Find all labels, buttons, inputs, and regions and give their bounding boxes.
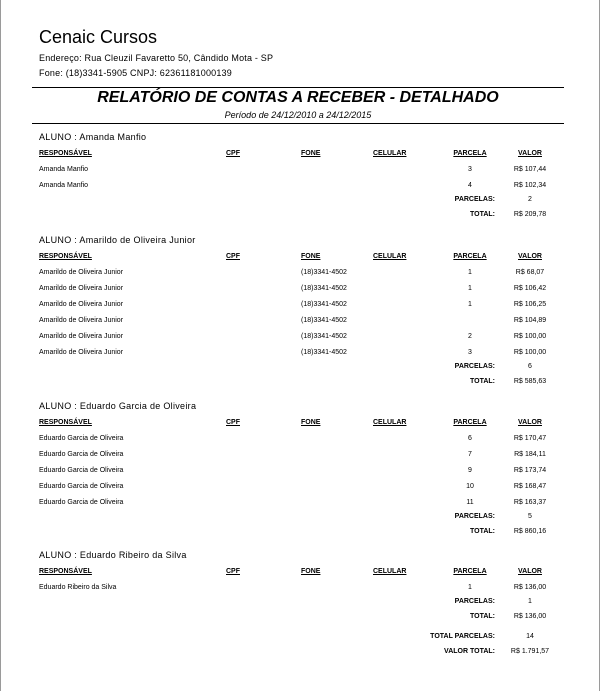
total-label: TOTAL: (469, 378, 495, 385)
parcelas-label: PARCELAS: (454, 598, 495, 605)
table-cell-valor: R$ 104,89 (513, 317, 547, 324)
table-cell-valor: R$ 163,37 (513, 499, 547, 506)
column-header-celular: CELULAR (373, 419, 407, 426)
aluno-heading: ALUNO : Amanda Manfio (39, 132, 147, 142)
aluno-heading: ALUNO : Eduardo Ribeiro da Silva (39, 550, 187, 560)
group-total: R$ 209,78 (513, 211, 547, 218)
column-header-parcela: PARCELA (453, 150, 487, 157)
table-cell-parcela: 2 (468, 333, 472, 340)
table-cell-valor: R$ 184,11 (514, 451, 546, 458)
table-cell-valor: R$ 136,00 (513, 584, 547, 591)
table-cell-parcela: 10 (466, 483, 474, 490)
table-cell-parcela: 1 (468, 584, 472, 591)
report-period: Período de 24/12/2010 a 24/12/2015 (224, 110, 372, 120)
parcelas-count: 6 (528, 363, 532, 370)
table-cell-parcela: 1 (468, 285, 472, 292)
aluno-heading: ALUNO : Amarildo de Oliveira Junior (39, 235, 196, 245)
column-header-cpf: CPF (226, 150, 240, 157)
column-header-valor: VALOR (518, 150, 542, 157)
table-cell-responsavel: Amarildo de Oliveira Junior (39, 301, 124, 308)
parcelas-label: PARCELAS: (454, 513, 495, 520)
company-contact: Fone: (18)3341-5905 CNPJ: 62361181000139 (39, 68, 232, 78)
table-cell-parcela: 9 (468, 467, 472, 474)
column-header-responsavel: RESPONSÁVEL (39, 253, 92, 260)
table-cell-parcela: 3 (468, 166, 472, 173)
table-cell-valor: R$ 68,07 (515, 269, 545, 276)
column-header-responsavel: RESPONSÁVEL (39, 150, 92, 157)
table-cell-responsavel: Eduardo Garcia de Oliveira (39, 435, 124, 442)
valor-total-label: VALOR TOTAL: (444, 648, 495, 655)
table-cell-responsavel: Amanda Manfio (39, 182, 89, 189)
parcelas-count: 5 (528, 513, 532, 520)
table-cell-valor: R$ 100,00 (513, 349, 547, 356)
header-divider (32, 87, 564, 88)
table-cell-valor: R$ 168,47 (513, 483, 547, 490)
group-total: R$ 136,00 (513, 613, 547, 620)
column-header-valor: VALOR (518, 253, 542, 260)
table-cell-parcela: 7 (468, 451, 472, 458)
table-cell-responsavel: Eduardo Ribeiro da Silva (39, 584, 117, 591)
table-cell-fone: (18)3341-4502 (301, 317, 347, 324)
company-address: Endereço: Rua Cleuzil Favaretto 50, Cândido Mota - SP (39, 53, 274, 63)
total-label: TOTAL: (469, 528, 495, 535)
column-header-responsavel: RESPONSÁVEL (39, 419, 92, 426)
column-header-valor: VALOR (518, 568, 542, 575)
total-parcelas-value: 14 (526, 633, 534, 640)
table-cell-responsavel: Amarildo de Oliveira Junior (39, 317, 124, 324)
parcelas-label: PARCELAS: (454, 196, 495, 203)
table-cell-responsavel: Amanda Manfio (39, 166, 89, 173)
column-header-cpf: CPF (226, 568, 240, 575)
column-header-parcela: PARCELA (453, 419, 487, 426)
table-cell-parcela: 1 (468, 301, 472, 308)
column-header-celular: CELULAR (373, 150, 407, 157)
column-header-fone: FONE (301, 253, 321, 260)
table-cell-fone: (18)3341-4502 (301, 349, 347, 356)
table-cell-responsavel: Amarildo de Oliveira Junior (39, 285, 124, 292)
group-total: R$ 860,16 (513, 528, 547, 535)
table-cell-fone: (18)3341-4502 (301, 269, 347, 276)
column-header-cpf: CPF (226, 419, 240, 426)
table-cell-responsavel: Amarildo de Oliveira Junior (39, 333, 124, 340)
table-cell-parcela: 4 (468, 182, 472, 189)
total-label: TOTAL: (469, 613, 495, 620)
table-cell-responsavel: Eduardo Garcia de Oliveira (39, 499, 124, 506)
column-header-fone: FONE (301, 150, 321, 157)
table-cell-responsavel: Amarildo de Oliveira Junior (39, 269, 124, 276)
table-cell-responsavel: Eduardo Garcia de Oliveira (39, 451, 124, 458)
column-header-celular: CELULAR (373, 568, 407, 575)
table-cell-valor: R$ 173,74 (513, 467, 547, 474)
title-divider (32, 123, 564, 124)
column-header-fone: FONE (301, 568, 321, 575)
table-cell-fone: (18)3341-4502 (301, 285, 347, 292)
column-header-responsavel: RESPONSÁVEL (39, 568, 92, 575)
table-cell-valor: R$ 107,44 (513, 166, 547, 173)
table-cell-parcela: 6 (468, 435, 472, 442)
column-header-fone: FONE (301, 419, 321, 426)
parcelas-label: PARCELAS: (454, 363, 495, 370)
table-cell-responsavel: Amarildo de Oliveira Junior (39, 349, 124, 356)
table-cell-parcela: 1 (468, 269, 472, 276)
column-header-parcela: PARCELA (453, 253, 487, 260)
report-title: RELATÓRIO DE CONTAS A RECEBER - DETALHADO (97, 89, 499, 106)
table-cell-valor: R$ 100,00 (513, 333, 547, 340)
aluno-heading: ALUNO : Eduardo Garcia de Oliveira (39, 401, 197, 411)
valor-total-value: R$ 1.791,57 (510, 648, 550, 655)
table-cell-fone: (18)3341-4502 (301, 333, 347, 340)
table-cell-valor: R$ 102,34 (513, 182, 547, 189)
table-cell-parcela: 3 (468, 349, 472, 356)
table-cell-valor: R$ 170,47 (513, 435, 547, 442)
total-parcelas-label: TOTAL PARCELAS: (430, 633, 495, 640)
company-name: Cenaic Cursos (39, 27, 158, 47)
table-cell-parcela: 11 (466, 499, 474, 506)
column-header-valor: VALOR (518, 419, 542, 426)
table-cell-valor: R$ 106,42 (513, 285, 547, 292)
table-cell-fone: (18)3341-4502 (301, 301, 347, 308)
parcelas-count: 1 (528, 598, 532, 605)
table-cell-valor: R$ 106,25 (513, 301, 547, 308)
column-header-cpf: CPF (226, 253, 240, 260)
total-label: TOTAL: (469, 211, 495, 218)
column-header-parcela: PARCELA (453, 568, 487, 575)
parcelas-count: 2 (528, 196, 532, 203)
column-header-celular: CELULAR (373, 253, 407, 260)
group-total: R$ 585,63 (513, 378, 547, 385)
table-cell-responsavel: Eduardo Garcia de Oliveira (39, 467, 124, 474)
table-cell-responsavel: Eduardo Garcia de Oliveira (39, 483, 124, 490)
